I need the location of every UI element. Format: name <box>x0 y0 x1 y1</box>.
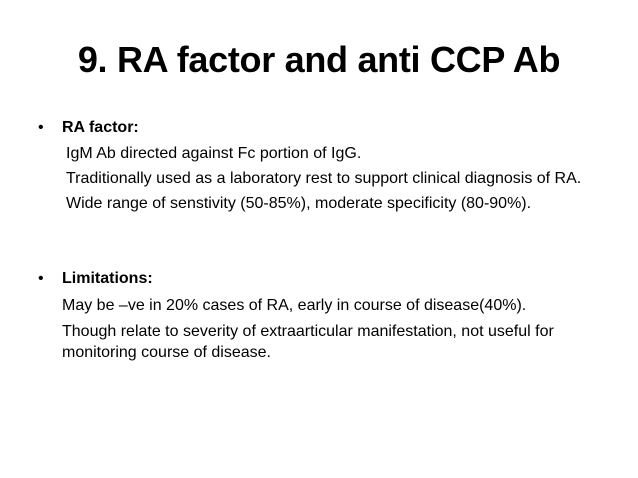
text-line: monitoring course of disease. <box>62 344 271 361</box>
bullet-item-ra-factor <box>38 118 139 138</box>
text-line: Though relate to severity of extraarticular manifestation, not useful for <box>62 323 554 340</box>
text-line: May be –ve in 20% cases of RA, early in course of disease(40%). <box>62 297 527 314</box>
bullet-icon: • <box>38 270 44 287</box>
bullet-item-limitations <box>38 269 153 289</box>
text-line: Traditionally used as a laboratory rest to support clinical diagnosis of RA. <box>66 170 582 187</box>
text-line: IgM Ab directed against Fc portion of IgG. <box>66 145 362 162</box>
bullet-icon: • <box>38 119 44 136</box>
bullet-heading: Limitations: <box>62 270 153 287</box>
slide-title: 9. RA factor and anti CCP Ab <box>77 39 561 80</box>
text-line: Wide range of senstivity (50-85%), moderate specificity (80-90%). <box>66 195 532 212</box>
bullet-heading: RA factor: <box>62 119 139 136</box>
